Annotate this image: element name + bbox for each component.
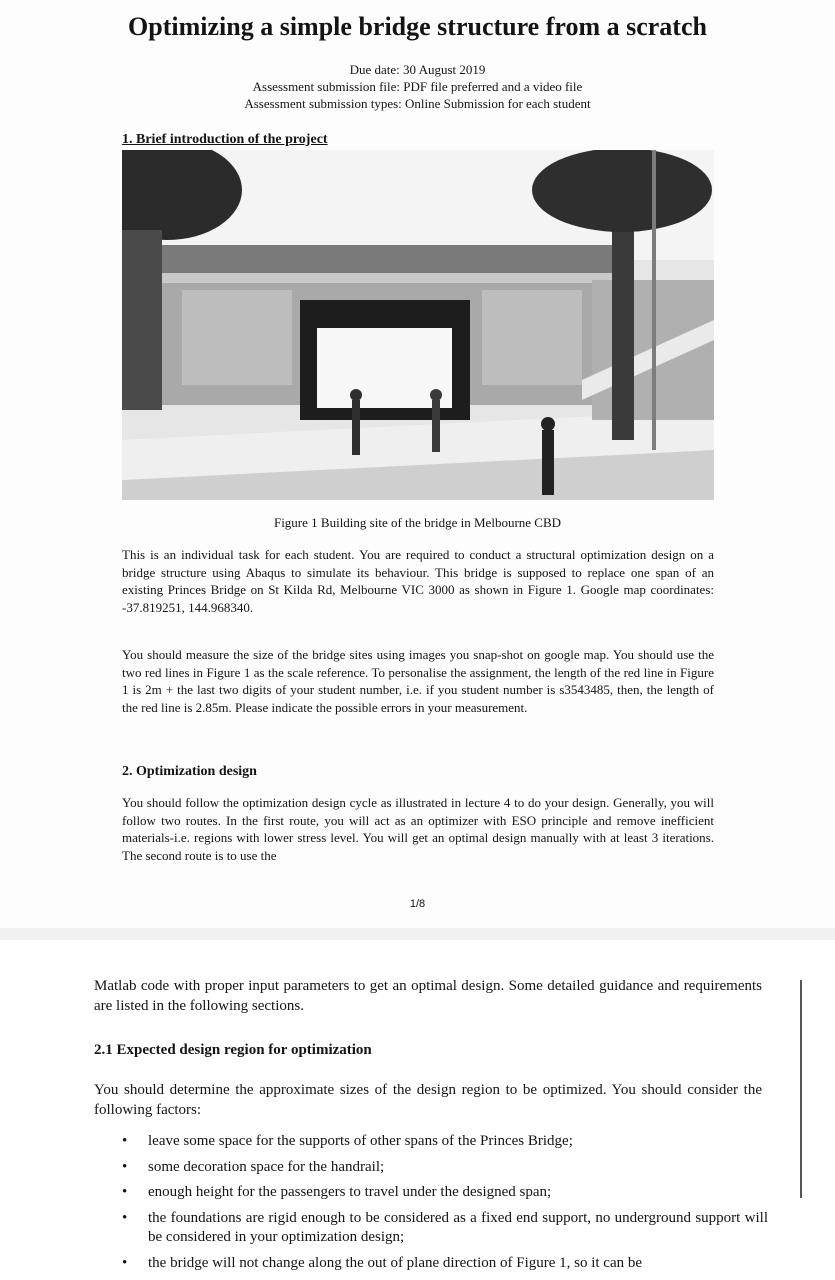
list-item: • enough height for the passengers to travel under the designed span; — [118, 1183, 768, 1203]
page-number: 1/8 — [409, 898, 426, 910]
figure-caption: Figure 1 Building site of the bridge in Melbourne CBD — [273, 515, 562, 530]
section-2-1-heading: 2.1 Expected design region for optimization — [94, 1042, 372, 1058]
scrollbar[interactable] — [800, 980, 802, 1198]
list-item: • the bridge will not change along the out of plane direction of Figure 1, so it can be — [118, 1254, 768, 1274]
bridge-photo-illustration — [122, 150, 714, 500]
section-1-heading: 1. Brief introduction of the project — [122, 132, 328, 147]
list-item: • the foundations are rigid enough to be considered as a fixed end support, no underground support will be considered in your optimization design; — [118, 1209, 768, 1248]
continuation-paragraph: Matlab code with proper input parameters to get an optimal design. Some detailed guidance and requirements are listed in the following sections. — [94, 978, 762, 1014]
factors-list — [118, 1132, 768, 1279]
optimization-paragraph: You should follow the optimization design cycle as illustrated in lecture 4 to do your design. Generally, you will follow two routes. In the first route, you will act as an optimizer with ESO principle and remove inefficient materials-i.e. regions with lower stress level. You will get an optimal design manually with at least 3 iterations. The second route is to use the — [122, 795, 714, 863]
list-item: • leave some space for the supports of other spans of the Princes Bridge; — [118, 1132, 768, 1152]
document-title: Optimizing a simple bridge structure from a scratch — [128, 12, 707, 41]
submission-types: Assessment submission types: Online Submission for each student — [244, 96, 591, 111]
measurement-paragraph: You should measure the size of the bridge sites using images you snap-shot on google map. You should use the two red lines in Figure 1 as the scale reference. To personalise the assignment, the length of the red line in Figure 1 is 2m + the last two digits of your student number, i.e. if you student number is s3543485, then, the length of the red line is 2.85m. Please indicate the possible errors in your measurement. — [122, 647, 714, 715]
intro-paragraph: This is an individual task for each student. You are required to conduct a structural optimization design on a bridge structure using Abaqus to simulate its behaviour. This bridge is supposed to replace one span of an existing Princes Bridge on St Kilda Rd, Melbourne VIC 3000 as shown in Figure 1. Google map coordinates: -37.819251, 144.968340. — [122, 547, 714, 615]
section-2-heading: 2. Optimization design — [122, 764, 257, 779]
bridge-site-photo — [122, 150, 714, 500]
list-item: • some decoration space for the handrail; — [118, 1158, 768, 1178]
submission-file: Assessment submission file: PDF file preferred and a video file — [252, 79, 583, 94]
design-region-intro: You should determine the approximate sizes of the design region to be optimized. You should consider the following factors: — [94, 1082, 762, 1118]
due-date: Due date: 30 August 2019 — [349, 62, 486, 77]
